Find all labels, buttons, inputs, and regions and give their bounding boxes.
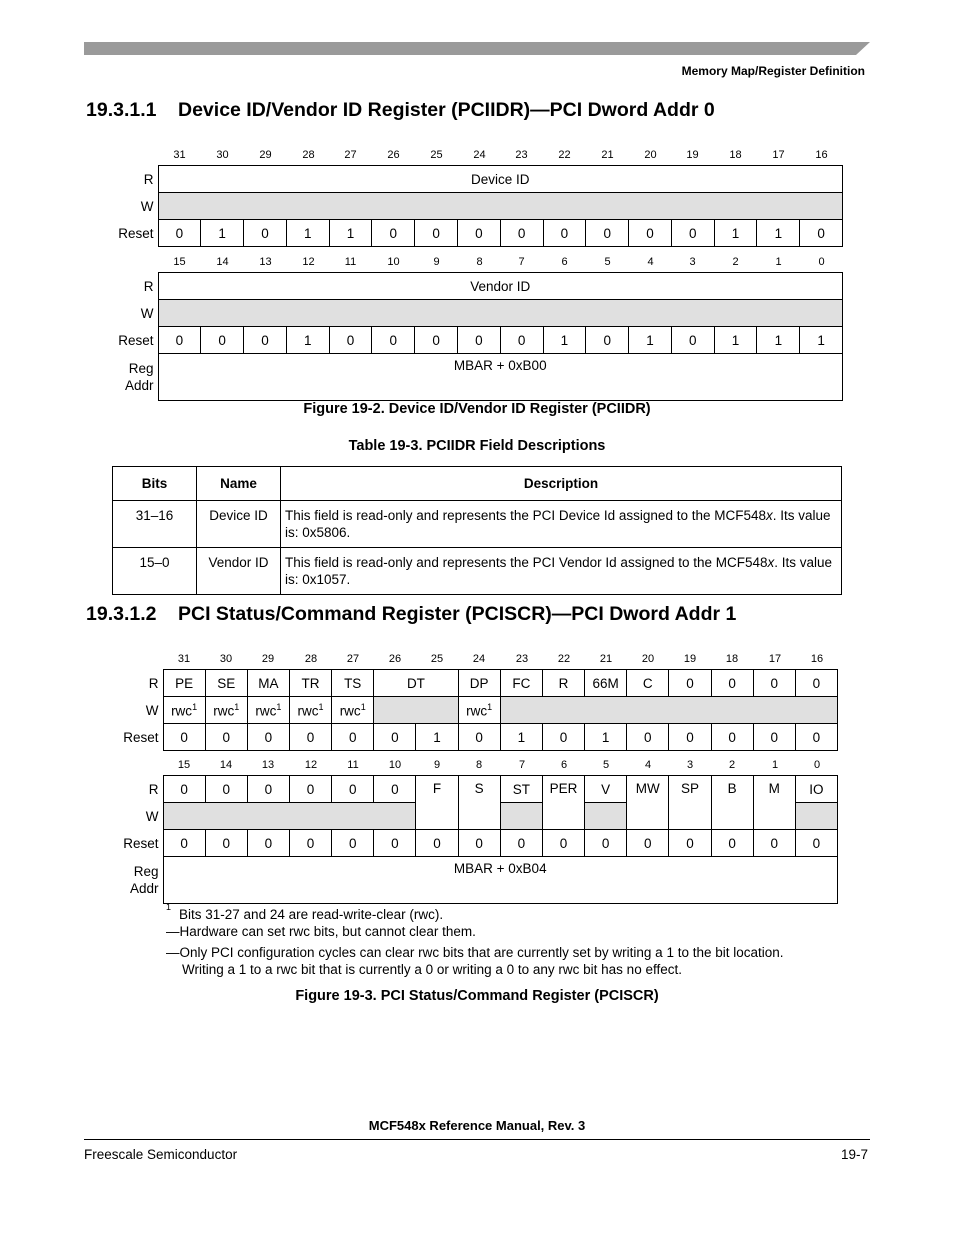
reset-row: Reset 0 1 0 1 1 0 0 0 0 0 0 0 0 1 1 0	[100, 220, 843, 247]
reg-addr: MBAR + 0xB04	[163, 857, 838, 904]
bit-numbers-high: 31 30 29 28 27 26 25 24 23 22 21 20 19 18 17 16	[177, 653, 824, 665]
footnote-line: Writing a 1 to a rwc bit that is currently a 0 or writing a 0 to any rwc bit has no effect.	[182, 962, 682, 977]
pciidr-high-register: R Device ID W Reset 0 1 0 1 1 0 0 0 0 0 0 0 0 1 1 0	[100, 165, 843, 247]
section-heading-pciidr	[86, 99, 715, 122]
header-bar	[84, 42, 870, 55]
reset-row: Reset 0 0 0 0 0 0 1 0 1 0 1 0 0 0 0 0	[100, 724, 838, 751]
bit-numbers-low: 15 14 13 12 11 10 9 8 7 6 5 4 3 2 1 0	[177, 759, 821, 771]
page-number: 19-7	[840, 1147, 868, 1162]
table-row: 31–16 Device ID This field is read-only and represents the PCI Device Id assigned to the MCF548x. Its value is: 0x5806.	[113, 501, 842, 548]
footnote-line: —Hardware can set rwc bits, but cannot clear them.	[166, 924, 476, 939]
section-title: PCI Status/Command Register (PCISCR)—PCI Dword Addr 1	[178, 603, 737, 625]
section-heading-pciscr	[86, 603, 736, 626]
footnote-line: —Only PCI configuration cycles can clear rwc bits that are currently set by writing a 1 to the bit location.	[166, 945, 784, 960]
bit-numbers-low: 15 14 13 12 11 10 9 8 7 6 5 4 3 2 1 0	[173, 256, 825, 268]
device-id-field: Device ID	[158, 166, 843, 193]
reg-addr: MBAR + 0xB00	[158, 354, 843, 401]
vendor-id-field: Vendor ID	[158, 273, 843, 300]
section-number: 19.3.1.2	[86, 603, 157, 625]
figure-caption: Figure 19-3. PCI Status/Command Register (PCISCR)	[295, 988, 659, 1004]
reset-row: Reset 0 0 0 1 0 0 0 0 0 1 0 1 0 1 1 1	[100, 327, 843, 354]
footnote: $^1$ Bits 31-27 and 24 are read-write-clear (rwc).	[166, 902, 444, 922]
section-number: 19.3.1.1	[86, 99, 157, 121]
footer-rule	[84, 1139, 870, 1140]
section-title: Device ID/Vendor ID Register (PCIIDR)—PCI Dword Addr 0	[178, 99, 715, 121]
pciscr-high-register: R PE SE MA TR TS DT DP FC R 66M C 0 0 0 0 W rwc$^1$ rwc$^1$ rwc$^1$ rwc$^1$ rwc$^1$ rwc$^1$ Reset 0 0 0 0 0 0 1 0 1 0 1 0 0 0 0 0	[100, 669, 838, 751]
pciidr-field-table	[112, 466, 842, 595]
table-header-row: Bits Name Description	[113, 467, 842, 501]
footer-company: Freescale Semiconductor	[84, 1147, 238, 1162]
bit-numbers-high: 31 30 29 28 27 26 25 24 23 22 21 20 19 18 17 16	[173, 149, 828, 161]
pciidr-low-register: R Vendor ID W Reset 0 0 0 1 0 0 0 0 0 1 0 1 0 1 1 1 Reg Addr MBAR + 0xB00	[100, 272, 843, 401]
footer-title: MCF548x Reference Manual, Rev. 3	[368, 1118, 586, 1133]
figure-caption: Figure 19-2. Device ID/Vendor ID Register (PCIIDR)	[303, 401, 651, 417]
pciscr-low-register: R 0 0 0 0 0 0 F S ST PER V MW SP B M IO W Reset 0 0 0 0 0 0 0 0 0 0 0 0 0 0 0 0 Reg Addr MBAR + 0xB04	[100, 775, 838, 904]
table-caption: Table 19-3. PCIIDR Field Descriptions	[348, 438, 606, 454]
reset-row: Reset 0 0 0 0 0 0 0 0 0 0 0 0 0 0 0 0	[100, 830, 838, 857]
running-header: Memory Map/Register Definition	[681, 64, 865, 78]
table-row: 15–0 Vendor ID This field is read-only and represents the PCI Vendor Id assigned to the MCF548x. Its value is: 0x1057.	[113, 548, 842, 595]
